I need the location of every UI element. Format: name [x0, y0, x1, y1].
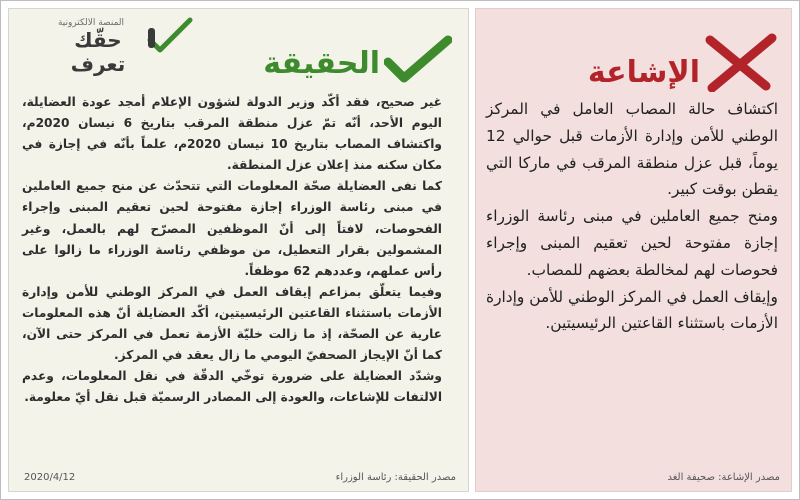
logo-subtitle: المنصة الالكترونية: [57, 18, 125, 28]
truth-paragraph-3: وفيما يتعلّق بمزاعم إيقاف العمل في المركز الوطني للأمن وإدارة الأزمات باستثناء القاعتين الرئيسيتين، أكّد العضايلة أنّ هذه المعلومات عارية عن الصحّة، إذ ما زالت خليّة الأزمة تعمل في المركز حتى الآن، كما أنّ الإيجاز الصحفيّ اليومي ما زال يعقد في المركز.: [22, 284, 442, 363]
truth-paragraph-4: وشدّد العضايلة على ضرورة توخّي الدقّة في نقل المعلومات، وعدم الالتفات للإشاعات، والعودة إلى المصادر الرسميّة قبل نقل أيّ معلومة.: [22, 369, 442, 405]
checkmark-icon: [384, 34, 452, 84]
rumor-source: مصدر الإشاعة: صحيفة الغد: [667, 472, 780, 483]
truth-source: مصدر الحقيقة: رئاسة الوزراء: [335, 472, 456, 483]
truth-title: الحقيقة: [263, 46, 380, 81]
truth-date: 2020/4/12: [24, 472, 76, 483]
truth-text: [22, 92, 442, 408]
rumor-text: [486, 96, 778, 337]
truth-paragraph-2: كما نفى العضايلة صحّة المعلومات التي تتحدّث عن منح جميع العاملين في مبنى رئاسة الوزراء إجازة مفتوحة لحين تعقيم المبنى وإجراء الفحوصات، لافتاً إلى أنّ الموظفين المصرّح لهم بالعمل، وغير المشمولين بقرار التعطيل، من موظفي رئاسة الوزراء ما زالوا على رأس عملهم، وعددهم 62 موظفاً.: [22, 179, 442, 278]
logo-name: حقّك تعرف: [70, 28, 126, 76]
rumor-paragraph-1: اكتشاف حالة المصاب العامل في المركز الوطني للأمن وإدارة الأزمات قبل حوالي 12 يوماً، قبل عزل منطقة المرقب في ماركا التي يقطن بوقت كبير.: [486, 100, 778, 199]
truth-paragraph-1: غير صحيح، فقد أكّد وزير الدولة لشؤون الإعلام أمجد عودة العضايلة، اليوم الأحد، أنّه تمّ عزل منطقة المرقب بتاريخ 6 نيسان 2020م، واكتشاف المصاب بتاريخ 10 نيسان 2020م، علماً بأنّه في إجازة في مكان سكنه منذ إعلان عزل المنطقة.: [22, 95, 442, 173]
rumor-title: الإشاعة: [587, 55, 700, 90]
site-logo: [18, 8, 193, 76]
rumor-paragraph-3: وإيقاف العمل في المركز الوطني للأمن وإدارة الأزمات باستثناء القاعتين الرئيسيتين.: [486, 287, 778, 333]
x-mark-icon: [700, 32, 780, 92]
logo-check-icon: [146, 14, 194, 56]
rumor-paragraph-2: ومنح جميع العاملين في مبنى رئاسة الوزراء إجازة مفتوحة لحين تعقيم المبنى وإجراء فحوصات لهم لمخالطة بعضهم للمصاب.: [486, 207, 778, 279]
